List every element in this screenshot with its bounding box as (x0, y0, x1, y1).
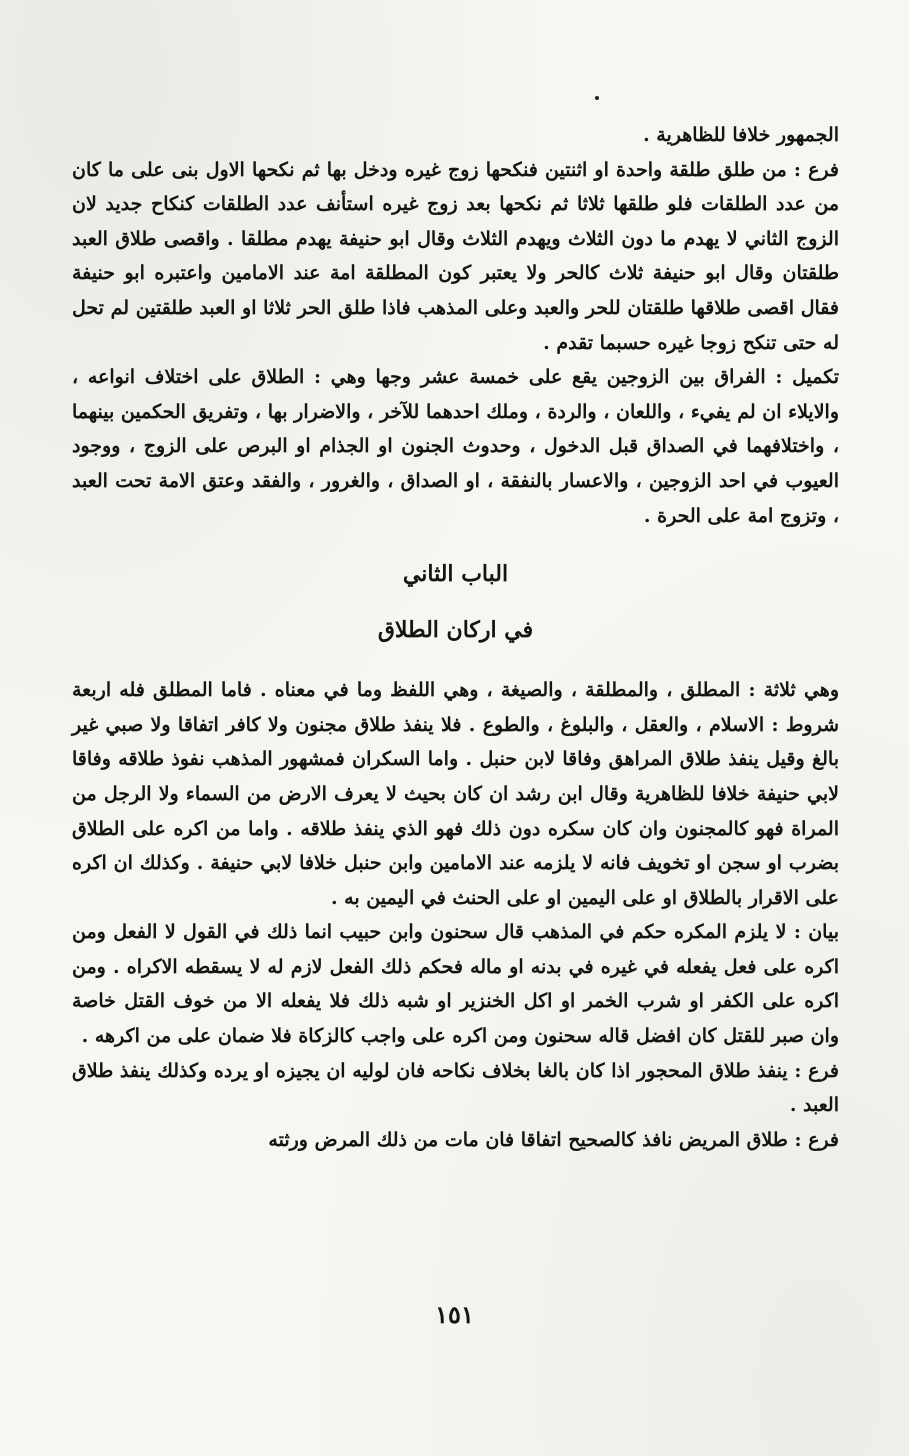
paragraph-lead: فرع : (793, 158, 839, 181)
paragraph-lead: فرع : (794, 1128, 839, 1151)
chapter-heading: الباب الثاني (402, 561, 509, 588)
paragraph-far (72, 153, 839, 361)
paragraph-arkan (72, 673, 839, 915)
paragraph-text: من طلق طلقة واحدة او اثنتين فنكحها زوج غيره ودخل بها ثم نكحها الاول بنى على ما كان من عدد الطلقات فلو طلقها ثلاثا ثم نكحها بعد زوج غيره استأنف عدد الطلقات كنكاح جديد لان الزوج الثاني لا يهدم ما دون الثلاث ويهدم الثلاث وقال ابو حنيفة يهدم مطلقا . واقصى طلاق العبد طلقتان وقال ابو حنيفة ثلاث كالحر ولا يعتبر كون المطلقة امة عند الامامين واعتبره ابو حنيفة فقال اقصى طلاقها طلقتان للحر والعبد وعلى المذهب فاذا طلق الحر ثلاثا او العبد طلقتين لم تحل له حتى تنكح زوجا غيره حسبما تقدم . (72, 158, 839, 354)
paragraph-text: الجمهور خلافا للظاهرية . (643, 124, 839, 146)
paragraph-text: وهي ثلاثة : المطلق ، والمطلقة ، والصيغة ، وهي اللفظ وما في معناه . فاما المطلق فله اربعة شروط : الاسلام ، والعقل ، والبلوغ ، والطوع . فلا ينفذ طلاق مجنون ولا كافر اتفاقا ولا صبي غير بالغ وقيل ينفذ طلاق المراهق وفاقا لابن حنبل . واما السكران فمشهور المذهب نفوذ طلاقه وفاقا لابي حنيفة خلافا للظاهرية وقال ابن رشد ان كان بحيث لا يعرف الارض من السماء ولا الرجل من المراة فهو كالمجنون وان كان سكره دون ذلك فهو الذي ينفذ طلاقه . واما من اكره على الطلاق بضرب او سجن او تخويف فانه لا يلزمه عند الامامين وابن حنبل خلافا لابي حنيفة . وكذلك ان اكره على الاقرار بالطلاق او على اليمين او على الحنث في اليمين به . (72, 679, 839, 909)
paragraph-continuation (72, 118, 839, 153)
paragraph-text: طلاق المريض نافذ كالصحيح اتفاقا فان مات من ذلك المرض ورثته (268, 1128, 795, 1151)
paragraph-lead: تكميل : (775, 366, 839, 389)
paragraph-far-marid (72, 1123, 839, 1158)
paragraph-bayan (72, 915, 839, 1053)
paragraph-lead: بيان : (793, 921, 839, 944)
paragraph-takmil (72, 360, 839, 533)
paragraph-text: الفراق بين الزوجين يقع على خمسة عشر وجها وهي : الطلاق على اختلاف انواعه ، والايلاء ان لم يفيء ، واللعان ، والردة ، وملك احدهما للآخر ، والاضرار بها ، وتفريق الحكمين بينهما ، واختلافهما في الصداق قبل الدخول ، وحدوث الجنون او الجذام او البرص على الزوج ، ووجود العيوب في احد الزوجين ، والاعسار بالنفقة ، او الصداق ، والغرور ، والفقد وعتق الامة تحت العبد ، وتزوج امة على الحرة . (72, 366, 839, 527)
paragraph-text: لا يلزم المكره حكم في المذهب قال سحنون وابن حبيب انما ذلك في القول لا الفعل ومن اكره على فعل يفعله في غيره في بدنه او ماله فحكم ذلك الفعل لازم له لا يسقطه الاكراه . ومن اكره على الكفر او شرب الخمر او اكل الخنزير او شبه ذلك فلا يفعله الا من خوف القتل خاصة وان صبر للقتل كان افضل قاله سحنون ومن اكره على واجب كالزكاة فلا ضمان على من اكرهه . (72, 921, 839, 1048)
paragraph-far-mahjur (72, 1054, 839, 1123)
paragraph-text: ينفذ طلاق المحجور اذا كان بالغا بخلاف نكاحه فان لوليه ان يجيزه او يرده وكذلك ينفذ طلاق العبد . (72, 1059, 839, 1117)
page-number: ١٥١ (435, 1300, 474, 1329)
paragraph-lead: فرع : (794, 1059, 839, 1082)
ink-speck (595, 96, 599, 100)
chapter-subtitle: في اركان الطلاق (377, 617, 534, 644)
